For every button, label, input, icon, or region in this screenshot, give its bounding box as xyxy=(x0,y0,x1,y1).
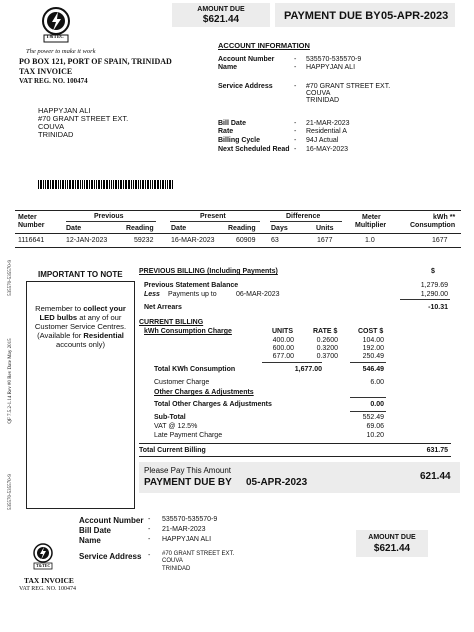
stub-addr2: COUVA xyxy=(162,558,183,564)
total-current-value: 631.75 xyxy=(426,447,448,454)
subtotal-value: 552.49 xyxy=(362,414,384,421)
total-other-value: 0.00 xyxy=(370,401,384,408)
barcode-bar xyxy=(165,180,166,189)
barcode-bar xyxy=(123,180,124,189)
pres-date: 16-MAR-2023 xyxy=(171,237,215,244)
barcode-bar xyxy=(50,180,51,189)
barcode-bar xyxy=(118,180,119,189)
amount-due-value: $621.44 xyxy=(202,14,240,25)
barcode-bar xyxy=(138,180,139,189)
difference-rule xyxy=(270,221,342,222)
barcode-bar xyxy=(38,180,39,189)
barcode-bar xyxy=(84,180,85,189)
barcode-bar xyxy=(103,180,105,189)
barcode-bar xyxy=(77,180,79,189)
colon: - xyxy=(148,552,151,559)
barcode-bar xyxy=(55,180,57,189)
late-charge-label: Late Payment Charge xyxy=(154,432,223,439)
note-l2: LED bulbs xyxy=(39,313,78,322)
previous-header: Previous xyxy=(94,213,124,220)
please-pay-box xyxy=(139,462,460,493)
side-qf-code: QF 7.5.2-1.14 Rev #0 Rev Date May 2015 xyxy=(8,338,13,424)
other-charges-heading: Other Charges & Adjustments xyxy=(154,389,254,396)
barcode-bar xyxy=(72,180,74,189)
present-rule xyxy=(170,221,260,222)
stub-logo-text: T&TEC xyxy=(36,563,51,568)
note-text xyxy=(27,304,134,349)
cost-col-header: COST $ xyxy=(358,328,384,335)
stub-vat-reg: VAT REG. NO. 100474 xyxy=(19,586,76,592)
barcode-bar xyxy=(45,180,46,189)
stub-account-number-label: Account Number xyxy=(79,516,144,525)
barcode-bar xyxy=(140,180,141,189)
payment-due-box xyxy=(275,3,455,27)
barcode-bar xyxy=(60,180,61,189)
stub-bill-date: 21-MAR-2023 xyxy=(162,526,206,533)
barcode-bar xyxy=(135,180,137,189)
barcode-bar xyxy=(96,180,97,189)
stub-tax-invoice: TAX INVOICE xyxy=(24,576,74,585)
barcode-bar xyxy=(111,180,112,189)
current-billing-heading: CURRENT BILLING xyxy=(139,319,204,326)
barcode-bar xyxy=(91,180,93,189)
days-value: 63 xyxy=(271,237,279,244)
pres-reading: 60909 xyxy=(236,237,256,244)
stub-amount-due-label: AMOUNT DUE xyxy=(368,534,416,541)
barcode-bar xyxy=(120,180,122,189)
company-logo xyxy=(38,6,74,44)
barcode-bar xyxy=(162,180,164,189)
service-address-line3: TRINIDAD xyxy=(306,97,340,104)
barcode-bar xyxy=(125,180,127,189)
logo-text: T&TEC xyxy=(46,35,64,40)
payments-date: 06-MAR-2023 xyxy=(236,291,280,298)
amount-due-label: AMOUNT DUE xyxy=(197,6,245,13)
barcode-bar xyxy=(58,180,59,189)
barcode-bar xyxy=(142,180,144,189)
colon: - xyxy=(148,526,151,533)
colon: - xyxy=(294,120,297,127)
stub-name: HAPPYJAN ALI xyxy=(162,536,212,543)
billing-cycle-value: 94J Actual xyxy=(306,137,339,144)
stub-name-label: Name xyxy=(79,536,101,545)
note-title: IMPORTANT TO NOTE xyxy=(38,270,123,279)
barcode-bar xyxy=(75,180,76,189)
pres-reading-header: Reading xyxy=(228,225,256,232)
prev-balance-label: Previous Statement Balance xyxy=(144,282,239,289)
colon: - xyxy=(294,146,297,153)
barcode-bar xyxy=(133,180,134,189)
name-value: HAPPYJAN ALI xyxy=(306,64,356,71)
subtotal-rule xyxy=(350,411,386,412)
prev-reading: 59232 xyxy=(134,237,154,244)
tier-rate: 0.3700 xyxy=(316,353,338,360)
barcode-bar xyxy=(89,180,90,189)
other-rule xyxy=(350,397,386,398)
barcode-bar xyxy=(98,180,100,189)
service-address-label: Service Address xyxy=(218,83,273,90)
tier-rate: 0.2600 xyxy=(316,337,338,344)
rate-value: Residential A xyxy=(306,128,347,135)
name-label: Name xyxy=(218,64,238,71)
tier-units: 677.00 xyxy=(272,353,294,360)
late-charge-value: 10.20 xyxy=(366,432,384,439)
barcode-bar xyxy=(40,180,42,189)
vat-value: 69.06 xyxy=(366,423,384,430)
subtotal-label: Sub-Total xyxy=(154,414,186,421)
colon: - xyxy=(294,83,297,90)
mailing-name: HAPPYJAN ALI xyxy=(38,106,91,115)
total-other-label: Total Other Charges & Adjustments xyxy=(154,401,272,408)
meter-table-top-rule xyxy=(15,210,461,211)
multiplier-value: 1.0 xyxy=(365,237,375,244)
less-label: Less xyxy=(144,291,160,298)
barcode-bar xyxy=(52,180,54,189)
please-pay-label: Please Pay This Amount xyxy=(144,466,232,475)
tier-cost: 250.49 xyxy=(362,353,384,360)
barcode-bar xyxy=(101,180,102,189)
account-info-heading: ACCOUNT INFORMATION xyxy=(218,41,310,50)
note-l5: accounts only) xyxy=(56,340,105,349)
barcode-bar xyxy=(167,180,168,189)
note-l3: Customer Service Centres. xyxy=(34,322,127,331)
days-header: Days xyxy=(271,225,288,232)
mailing-country: TRINIDAD xyxy=(38,130,74,139)
total-current-rule xyxy=(139,443,451,444)
barcode-bar xyxy=(115,180,117,189)
previous-billing-heading: PREVIOUS BILLING (Including Payments) xyxy=(139,268,278,275)
payments-value: 1,290.00 xyxy=(420,291,448,298)
tier-cost: 104.00 xyxy=(362,337,384,344)
mailing-town: COUVA xyxy=(38,122,65,131)
bill-date-value: 21-MAR-2023 xyxy=(306,120,350,127)
stub-amount-due: $621.44 xyxy=(373,543,411,554)
barcode-bar xyxy=(172,180,173,189)
meter-number-header: Number xyxy=(18,222,45,229)
consumption-value: 1677 xyxy=(432,237,448,244)
amount-due-box xyxy=(172,3,270,27)
pay-amount: 621.44 xyxy=(420,471,451,482)
previous-rule xyxy=(66,221,156,222)
prev-date-header: Date xyxy=(66,225,82,232)
currency-symbol: $ xyxy=(431,268,435,275)
stub-addr3: TRINIDAD xyxy=(162,566,191,572)
barcode-bar xyxy=(80,180,81,189)
tier-units: 400.00 xyxy=(272,337,294,344)
note-l4b: Residential xyxy=(83,331,124,340)
total-kwh-label: Total KWh Consumption xyxy=(154,366,236,373)
note-l4: (Available for xyxy=(37,331,82,340)
stub-bill-date-label: Bill Date xyxy=(79,526,112,535)
pay-due-date: 05-APR-2023 xyxy=(246,477,308,488)
next-read-label: Next Scheduled Read xyxy=(218,146,290,153)
tier-rule-cost xyxy=(350,362,386,363)
note-l1b: collect your xyxy=(83,304,126,313)
account-number-value: 535570-535570-9 xyxy=(306,56,362,63)
units-value: 1677 xyxy=(317,237,333,244)
total-kwh-cost: 546.49 xyxy=(362,366,384,373)
postal-barcode xyxy=(38,180,193,189)
meter-header: Meter xyxy=(18,214,37,221)
pres-date-header: Date xyxy=(171,225,187,232)
barcode-bar xyxy=(82,180,83,189)
note-side-code xyxy=(8,260,13,510)
barcode-bar xyxy=(65,180,66,189)
side-account-2: 535570-535570-9 xyxy=(8,260,13,296)
barcode-bar xyxy=(47,180,49,189)
barcode-bar xyxy=(150,180,151,189)
vat-reg: VAT REG. NO. 100474 xyxy=(19,77,88,85)
barcode-bar xyxy=(94,180,95,189)
barcode-bar xyxy=(86,180,88,189)
multiplier-header-top: Meter xyxy=(362,214,381,221)
tier-rate: 0.3200 xyxy=(316,345,338,352)
tier-cost: 192.00 xyxy=(362,345,384,352)
barcode-bar xyxy=(69,180,71,189)
payment-due-label: PAYMENT DUE BY xyxy=(284,10,381,22)
total-current-bottom-rule xyxy=(139,456,451,457)
side-account-1: 535570-535570-9 xyxy=(8,474,13,510)
document-title: TAX INVOICE xyxy=(19,67,73,76)
units-col-header: UNITS xyxy=(272,328,293,335)
stub-logo xyxy=(30,542,56,570)
service-address-line2: COUVA xyxy=(306,90,331,97)
vat-label: VAT @ 12.5% xyxy=(154,423,198,430)
rate-label: Rate xyxy=(218,128,234,135)
kwh-header: kWh ** xyxy=(433,214,456,221)
barcode-bar xyxy=(169,180,171,189)
barcode-bar xyxy=(152,180,153,189)
total-current-label: Total Current Billing xyxy=(139,447,206,454)
barcode-bar xyxy=(109,180,110,189)
bill-date-label: Bill Date xyxy=(218,120,247,127)
colon: - xyxy=(148,516,151,523)
prev-billing-rule xyxy=(400,299,450,300)
service-address-line1: #70 GRANT STREET EXT. xyxy=(306,83,391,90)
pay-due-label: PAYMENT DUE BY xyxy=(144,477,232,488)
barcode-bar xyxy=(43,180,44,189)
kwh-charge-label: kWh Consumption Charge xyxy=(144,328,232,335)
net-arrears-label: Net Arrears xyxy=(144,304,182,311)
present-header: Present xyxy=(200,213,226,220)
meter-table-bottom-rule xyxy=(15,247,461,248)
consumption-header: Consumption xyxy=(410,222,456,229)
colon: - xyxy=(294,137,297,144)
rate-col-header: RATE $ xyxy=(313,328,338,335)
barcode-bar xyxy=(145,180,146,189)
colon: - xyxy=(294,64,297,71)
mailing-street: #70 GRANT STREET EXT. xyxy=(38,114,129,123)
prev-date: 12-JAN-2023 xyxy=(66,237,108,244)
customer-charge-label: Customer Charge xyxy=(154,379,210,386)
colon: - xyxy=(294,128,297,135)
meter-table-header-rule xyxy=(15,233,461,234)
customer-charge-value: 6.00 xyxy=(370,379,384,386)
meter-number: 1116641 xyxy=(18,237,45,244)
account-number-label: Account Number xyxy=(218,56,275,63)
tier-rule-units xyxy=(262,362,322,363)
stub-amount-due-box xyxy=(356,530,428,557)
barcode-bar xyxy=(128,180,130,189)
stub-account-number: 535570-535570-9 xyxy=(162,516,218,523)
tier-units: 600.00 xyxy=(272,345,294,352)
barcode-bar xyxy=(67,180,68,189)
stub-addr1: #70 GRANT STREET EXT. xyxy=(162,551,235,557)
colon: - xyxy=(148,536,151,543)
billing-cycle-label: Billing Cycle xyxy=(218,137,261,144)
total-kwh-units: 1,677.00 xyxy=(294,366,322,373)
multiplier-header: Multiplier xyxy=(355,222,387,229)
difference-header: Difference xyxy=(286,213,321,220)
company-tagline: The power to make it work xyxy=(26,48,96,55)
payment-due-date: 05-APR-2023 xyxy=(381,10,449,22)
barcode-bar xyxy=(157,180,159,189)
payments-label: Payments up to xyxy=(168,291,217,298)
note-l2b: at any of our xyxy=(79,313,122,322)
prev-balance-value: 1,279.69 xyxy=(420,282,448,289)
barcode-bar xyxy=(62,180,64,189)
barcode-bar xyxy=(160,180,161,189)
company-address: PO BOX 121, PORT OF SPAIN, TRINIDAD xyxy=(19,57,172,66)
barcode-bar xyxy=(147,180,149,189)
barcode-bar xyxy=(131,180,132,189)
barcode-bar xyxy=(113,180,114,189)
note-l1: Remember to xyxy=(35,304,82,313)
stub-service-address-label: Service Address xyxy=(79,552,142,561)
net-arrears-value: -10.31 xyxy=(428,304,448,311)
units-header: Units xyxy=(316,225,334,232)
next-read-value: 16-MAY-2023 xyxy=(306,146,349,153)
barcode-bar xyxy=(106,180,108,189)
barcode-bar xyxy=(154,180,156,189)
prev-reading-header: Reading xyxy=(126,225,154,232)
colon: - xyxy=(294,56,297,63)
